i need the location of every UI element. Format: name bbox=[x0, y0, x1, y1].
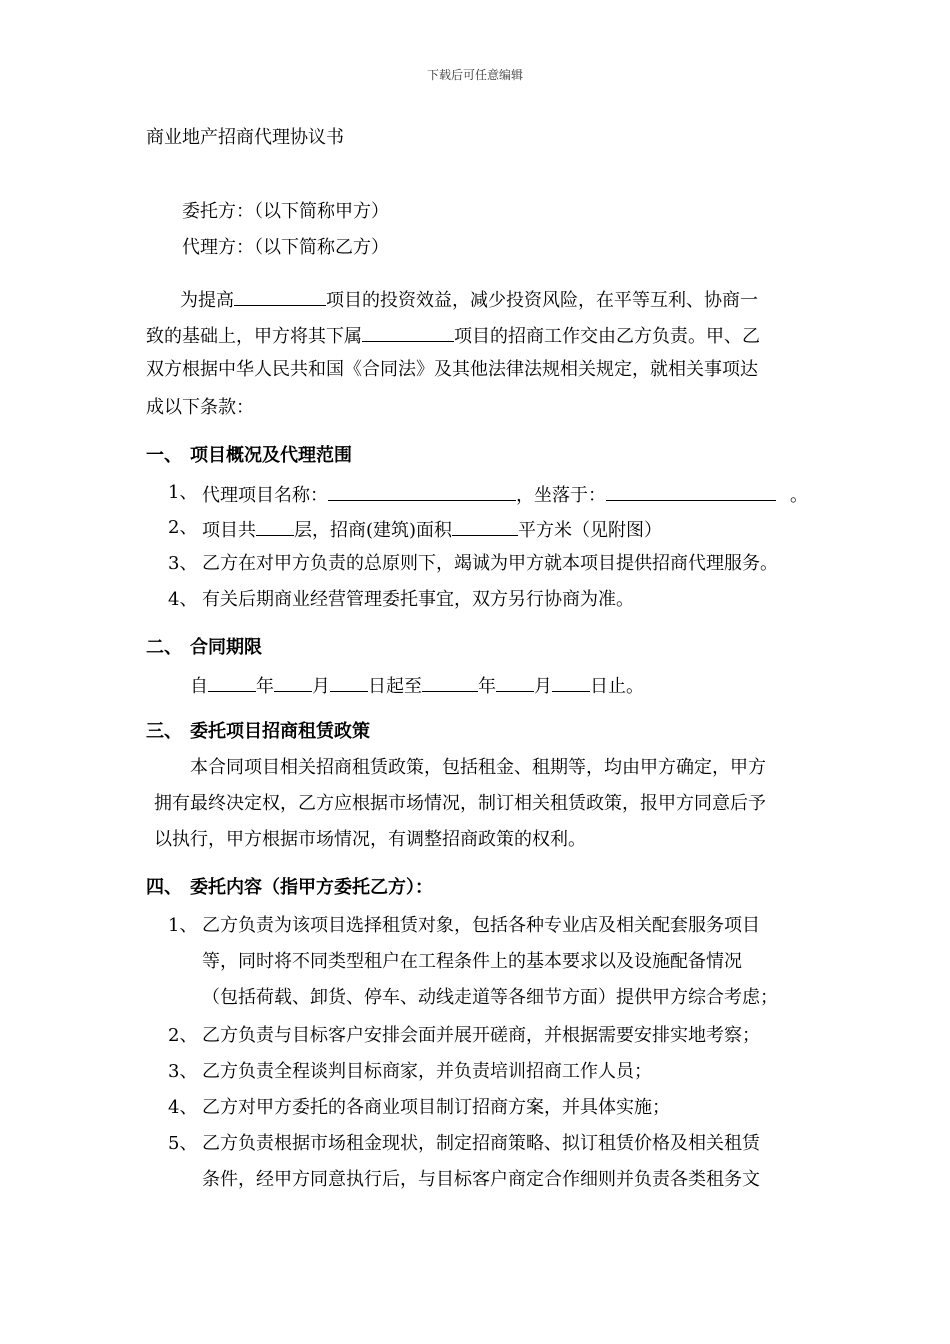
text: 为提高 bbox=[180, 290, 234, 311]
s4-item-3: 乙方负责全程谈判目标商家，并负责培训招商工作人员； bbox=[202, 1061, 652, 1082]
s4-item-5-line-2: 条件，经甲方同意执行后，与目标客户商定合作细则并负责各类租务文 bbox=[202, 1169, 760, 1190]
item-number: 5、 bbox=[168, 1133, 198, 1154]
blank-area[interactable] bbox=[452, 516, 518, 536]
blank-end-day[interactable] bbox=[552, 672, 590, 692]
text: 月 bbox=[534, 676, 552, 697]
blank-project-name[interactable] bbox=[234, 286, 326, 306]
s4-item-4: 乙方对甲方委托的各商业项目制订招商方案，并具体实施； bbox=[202, 1097, 670, 1118]
text: ，坐落于： bbox=[516, 485, 606, 506]
agent-line: 代理方：（以下简称乙方） bbox=[182, 237, 389, 258]
preamble-line-3: 双方根据中华人民共和国《合同法》及其他法律法规相关规定，就相关事项达 bbox=[146, 359, 758, 380]
text: 代理项目名称： bbox=[202, 485, 328, 506]
item-number: 2、 bbox=[168, 1025, 198, 1046]
section-1-heading: 项目概况及代理范围 bbox=[190, 445, 352, 466]
item-number: 3、 bbox=[168, 553, 198, 574]
section-2-heading: 合同期限 bbox=[190, 637, 262, 658]
text: 月 bbox=[312, 676, 330, 697]
s4-item-1-line-2: 等，同时将不同类型租户在工程条件上的基本要求以及设施配备情况 bbox=[202, 951, 742, 972]
text: 项目的招商工作交由乙方负责。甲、乙 bbox=[454, 326, 760, 347]
page-header-note: 下载后可任意编辑 bbox=[426, 68, 523, 82]
s4-item-1-line-1: 乙方负责为该项目选择租赁对象，包括各种专业店及相关配套服务项目 bbox=[202, 915, 760, 936]
text: 平方米（见附图） bbox=[518, 520, 663, 541]
item-number: 1、 bbox=[168, 915, 198, 936]
item-number: 2、 bbox=[168, 517, 198, 538]
text: 项目共 bbox=[202, 520, 256, 541]
text: 日起至 bbox=[368, 676, 422, 697]
section-1-number: 一、 bbox=[146, 445, 182, 466]
item-number: 3、 bbox=[168, 1061, 198, 1082]
preamble-line-4: 成以下条款： bbox=[146, 397, 254, 418]
item-number: 1、 bbox=[168, 482, 198, 503]
section-3-number: 三、 bbox=[146, 721, 182, 742]
s3-line-3: 以执行，甲方根据市场情况，有调整招商政策的权利。 bbox=[154, 829, 586, 850]
blank-end-year[interactable] bbox=[422, 672, 478, 692]
s4-item-2: 乙方负责与目标客户安排会面并展开磋商，并根据需要安排实地考察； bbox=[202, 1025, 760, 1046]
s1-item-3: 乙方在对甲方负责的总原则下，竭诚为甲方就本项目提供招商代理服务。 bbox=[202, 553, 778, 574]
text: 致的基础上，甲方将其下属 bbox=[146, 326, 362, 347]
section-2-number: 二、 bbox=[146, 637, 182, 658]
preamble-line-2 bbox=[146, 322, 760, 349]
section-3-heading: 委托项目招商租赁政策 bbox=[190, 721, 370, 742]
text: 层，招商(建筑)面积 bbox=[294, 520, 453, 541]
principal-line: 委托方：（以下简称甲方） bbox=[182, 201, 389, 222]
s4-item-5-line-1: 乙方负责根据市场租金现状，制定招商策略、拟订租赁价格及相关租赁 bbox=[202, 1133, 760, 1154]
item-number: 4、 bbox=[168, 1097, 198, 1118]
text: 自 bbox=[190, 676, 208, 697]
text: 日止。 bbox=[590, 676, 644, 697]
text: 。 bbox=[790, 485, 808, 506]
section-4-heading: 委托内容（指甲方委托乙方）： bbox=[190, 877, 433, 898]
blank-end-month[interactable] bbox=[496, 672, 534, 692]
section-4-number: 四、 bbox=[146, 877, 182, 898]
blank-project-name[interactable] bbox=[362, 322, 454, 342]
blank-start-month[interactable] bbox=[274, 672, 312, 692]
text: 项目的投资效益，减少投资风险，在平等互利、协商一 bbox=[326, 290, 758, 311]
text: 年 bbox=[256, 676, 274, 697]
preamble-line-1 bbox=[180, 286, 758, 313]
blank-start-year[interactable] bbox=[208, 672, 256, 692]
document-title: 商业地产招商代理协议书 bbox=[146, 127, 344, 148]
s4-item-1-line-3: （包括荷载、卸货、停车、动线走道等各细节方面）提供甲方综合考虑； bbox=[202, 987, 778, 1008]
blank-location[interactable] bbox=[606, 481, 776, 501]
blank-floors[interactable] bbox=[256, 516, 294, 536]
text: 年 bbox=[478, 676, 496, 697]
blank-start-day[interactable] bbox=[330, 672, 368, 692]
s1-item-2 bbox=[202, 516, 662, 543]
blank-agency-project-name[interactable] bbox=[328, 481, 516, 501]
contract-term-line bbox=[190, 672, 644, 699]
s3-line-1: 本合同项目相关招商租赁政策，包括租金、租期等，均由甲方确定，甲方 bbox=[190, 757, 766, 778]
s1-item-4: 有关后期商业经营管理委托事宜，双方另行协商为准。 bbox=[202, 589, 634, 610]
item-number: 4、 bbox=[168, 589, 198, 610]
s1-item-1 bbox=[202, 481, 808, 508]
s3-line-2: 拥有最终决定权，乙方应根据市场情况，制订相关租赁政策，报甲方同意后予 bbox=[154, 793, 766, 814]
